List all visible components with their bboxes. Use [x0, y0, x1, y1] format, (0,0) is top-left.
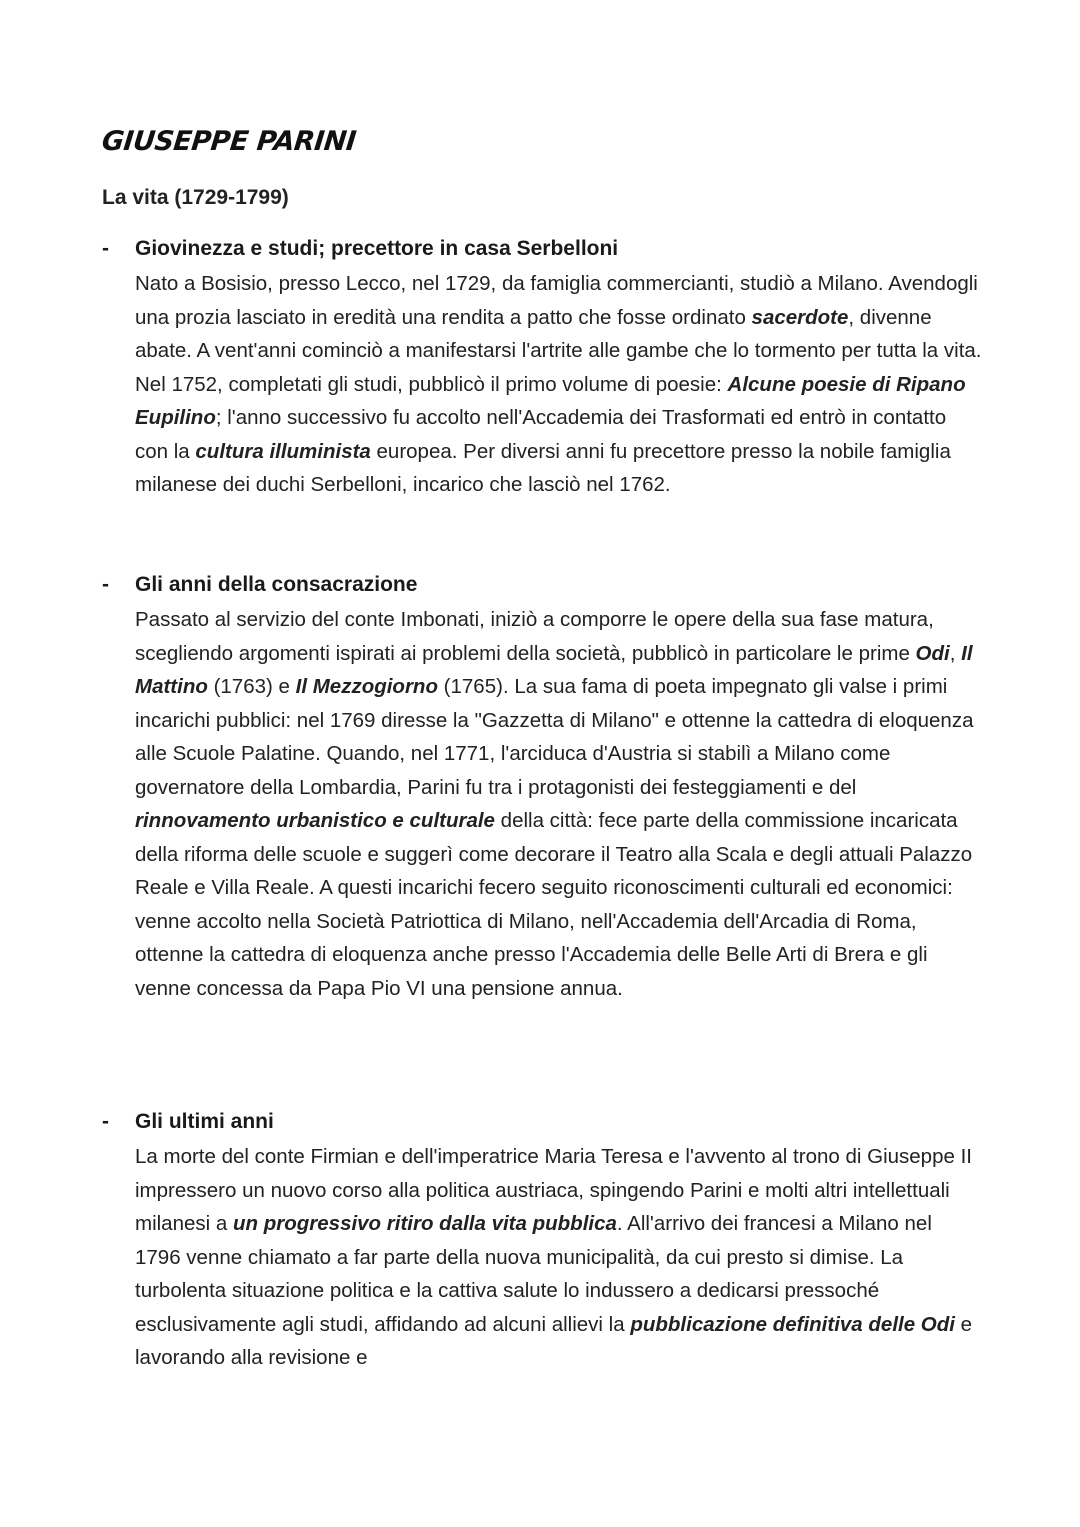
- text-run: e lavorando alla revisione e: [135, 1312, 973, 1369]
- emphasized-text: un progressivo ritiro dalla vita pubblica: [233, 1212, 617, 1235]
- emphasized-text: Il Mattino: [135, 641, 973, 698]
- section-paragraph: [135, 1140, 982, 1375]
- emphasized-text: pubblicazione definitiva delle Odi: [630, 1312, 955, 1336]
- section-paragraph: [135, 267, 982, 502]
- emphasized-text: rinnovamento urbanistico e culturale: [135, 809, 495, 832]
- emphasized-text: Odi: [915, 641, 950, 665]
- bullet-dash: -: [102, 1110, 109, 1133]
- emphasized-text: cultura illuminista: [195, 439, 371, 463]
- text-run: . All'arrivo dei francesi a Milano nel 1796 venne chiamato a far parte della nuova municipalità, da cui presto si dimise. La turbolenta situazione politica e la cattiva salute lo indussero a dedicarsi pressoché esclusivamente agli studi, affidando ad alcuni allievi la: [135, 1212, 932, 1336]
- text-run: (1765). La sua fama di poeta impegnato gli valse i primi incarichi pubblici: nel 1769 diresse la "Gazzetta di Milano" e ottenne la cattedra di eloquenza alle Scuole Palatine. Quando, nel 1771, l'arciduca d'Austria si stabilì a Milano come governatore della Lombardia, Parini fu tra i protagonisti dei festeggiamenti e del: [135, 675, 974, 799]
- text-run: ,: [949, 641, 962, 665]
- text-run: europea. Per diversi anni fu precettore presso la nobile famiglia milanese dei duchi Serbelloni, incarico che lasciò nel 1762.: [135, 439, 951, 496]
- section-heading: Gli anni della consacrazione: [135, 573, 418, 596]
- text-run: ; l'anno successivo fu accolto nell'Accademia dei Trasformati ed entrò in contatto con la: [135, 406, 947, 463]
- page-title: GIUSEPPE PARINI: [100, 126, 358, 157]
- emphasized-text: Alcune poesie di Ripano Eupilino: [135, 372, 966, 429]
- bullet-section-youth: [102, 237, 982, 502]
- bullet-section-last-years: [102, 1110, 982, 1375]
- text-run: Passato al servizio del conte Imbonati, iniziò a comporre le opere della sua fase matura, scegliendo argomenti ispirati ai problemi della società, pubblicò in particolare le prime: [135, 608, 934, 665]
- emphasized-text: Il Mezzogiorno: [295, 675, 438, 698]
- bullet-dash: -: [102, 573, 109, 596]
- emphasized-text: sacerdote: [751, 305, 849, 329]
- bullet-section-consecration: [102, 573, 982, 1005]
- section-heading: Gli ultimi anni: [135, 1110, 274, 1133]
- bullet-dash: -: [102, 237, 109, 260]
- text-run: della città: fece parte della commissione incaricata della riforma delle scuole e suggerì come decorare il Teatro alla Scala e degli attuali Palazzo Reale e Villa Reale. A questi incarichi fecero seguito riconoscimenti culturali ed economici: venne accolto nella Società Patriottica di Milano, nell'Accademia dell'Arcadia di Roma, ottenne la cattedra di eloquenza anche presso l'Accademia delle Belle Arti di Brera e gli venne concessa da Papa Pio VI una pensione annua.: [135, 809, 973, 1000]
- section-paragraph: [135, 603, 982, 1005]
- text-run: La morte del conte Firmian e dell'imperatrice Maria Teresa e l'avvento al trono di Giuseppe II impressero un nuovo corso alla politica austriaca, spingendo Parini e molti altri intellettuali milanesi a: [135, 1145, 972, 1235]
- section-subtitle: La vita (1729-1799): [102, 186, 289, 209]
- section-heading: Giovinezza e studi; precettore in casa Serbelloni: [135, 237, 619, 260]
- text-run: Nato a Bosisio, presso Lecco, nel 1729, da famiglia commercianti, studiò a Milano. Avendogli una prozia lasciato in eredità una rendita a patto che fosse ordinato: [135, 272, 978, 329]
- text-run: , divenne abate. A vent'anni cominciò a manifestarsi l'artrite alle gambe che lo tormento per tutta la vita. Nel 1752, completati gli studi, pubblicò il primo volume di poesie:: [135, 305, 982, 396]
- text-run: (1763) e: [207, 675, 296, 698]
